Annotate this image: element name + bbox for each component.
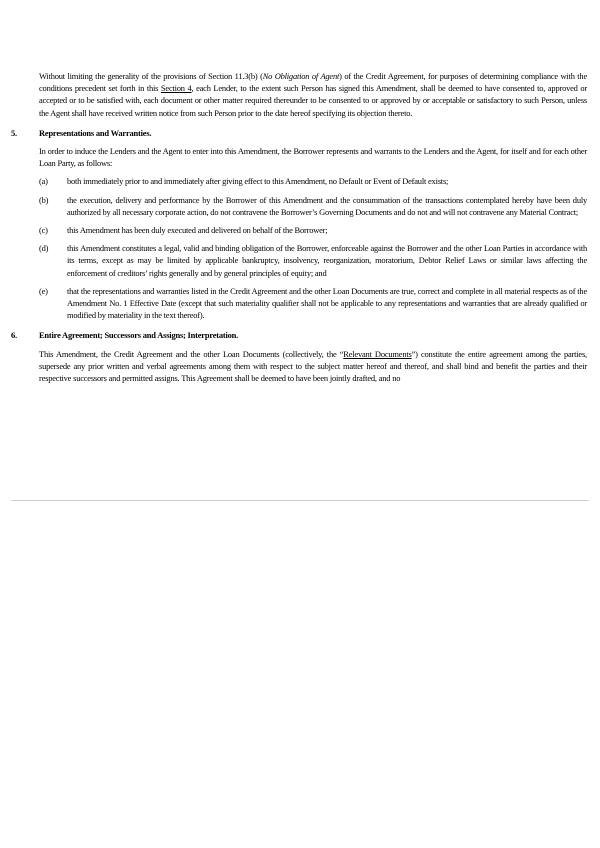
list-item bbox=[11, 175, 587, 187]
section-6-number: 6. bbox=[11, 330, 17, 341]
section-5-heading bbox=[11, 127, 587, 139]
section-6-body bbox=[11, 348, 587, 385]
intro-paragraph bbox=[11, 70, 587, 119]
list-item-text: that the representations and warranties listed in the Credit Agreement and the other Loan Documents are true, correct and complete in all material respects as of the Amendment No. 1 Effective Date (except that such materiality qualifier shall not be applicable to any representations and warranties that are already qualified or modified by materiality in the text thereof). bbox=[67, 285, 587, 321]
section-5-number: 5. bbox=[11, 127, 17, 138]
relevant-documents-term: Relevant Documents bbox=[343, 348, 412, 359]
section-6-text-1: This Amendment, the Credit Agreement and the other Loan Documents (collectively, the “ bbox=[39, 348, 344, 359]
section-5-title: Representations and Warranties. bbox=[39, 127, 152, 138]
section-6-title: Entire Agreement; Successors and Assigns; Interpretation. bbox=[39, 330, 239, 341]
section-5-body: In order to induce the Lenders and the Agent to enter into this Amendment, the Borrower represents and warrants to the Lenders and the Agent, for itself and for each other Loan Party, as follows: bbox=[39, 146, 587, 169]
intro-text-3: , each Lender, to the extent such Person has signed this Amendment, shall be deemed to have consented to, approved or accepted or to be satisfied with, each document or other matter required thereunder to be consented to or approved by or acceptable or satisfactory to such Person, unless the Agent shall have received written notice from such Person prior to the date hereof specifying its objection thereto. bbox=[39, 83, 587, 118]
list-item-text: the execution, delivery and performance by the Borrower of this Amendment and the consummation of the transactions contemplated hereby have been duly authorized by all necessary corporate action, do not contravene the Borrower’s Governing Documents and do not and will not contravene any Material Contract; bbox=[67, 194, 587, 217]
section-6-text-2: ”) constitute the entire agreement among the parties, supersede any prior written and verbal agreements among them with respect to the subject matter hereof and thereof, and shall bind and benefit the parties and their respective successors and permitted assigns. This Agreement shall be deemed to have been jointly drafted, and no bbox=[39, 348, 587, 384]
document-content bbox=[11, 70, 587, 384]
list-item-label: (d) bbox=[39, 243, 49, 254]
list-item-text: both immediately prior to and immediately after giving effect to this Amendment, no Default or Event of Default exists; bbox=[67, 176, 449, 187]
list-item-text: this Amendment constitutes a legal, valid and binding obligation of the Borrower, enforceable against the Borrower and the other Loan Parties in accordance with its terms, except as may be limited by applicable bankruptcy, insolvency, reorganization, moratorium, Debtor Relief Laws or similar laws affecting the enforcement of creditors’ rights generally and by general principles of equity; and bbox=[67, 243, 587, 278]
list-item-text: this Amendment has been duly executed and delivered on behalf of the Borrower; bbox=[67, 225, 328, 236]
intro-italic-text: No Obligation of Agent bbox=[262, 71, 340, 81]
section-6-heading bbox=[11, 329, 587, 341]
section-4-reference: Section 4 bbox=[160, 83, 192, 94]
intro-text-2: ) of the Credit Agreement, for purposes of determining compliance with the conditions precedent set forth in this bbox=[39, 71, 587, 94]
list-item-label: (a) bbox=[39, 176, 48, 187]
intro-text-1: Without limiting the generality of the provisions of Section 11.3(b) ( bbox=[39, 71, 263, 81]
page-divider bbox=[11, 500, 589, 501]
list-item bbox=[11, 224, 587, 236]
list-item-label: (b) bbox=[39, 194, 49, 205]
list-item-label: (c) bbox=[39, 225, 48, 236]
list-item bbox=[11, 285, 587, 322]
list-item-label: (e) bbox=[39, 285, 48, 296]
list-item bbox=[11, 242, 587, 279]
list-item bbox=[11, 194, 587, 218]
